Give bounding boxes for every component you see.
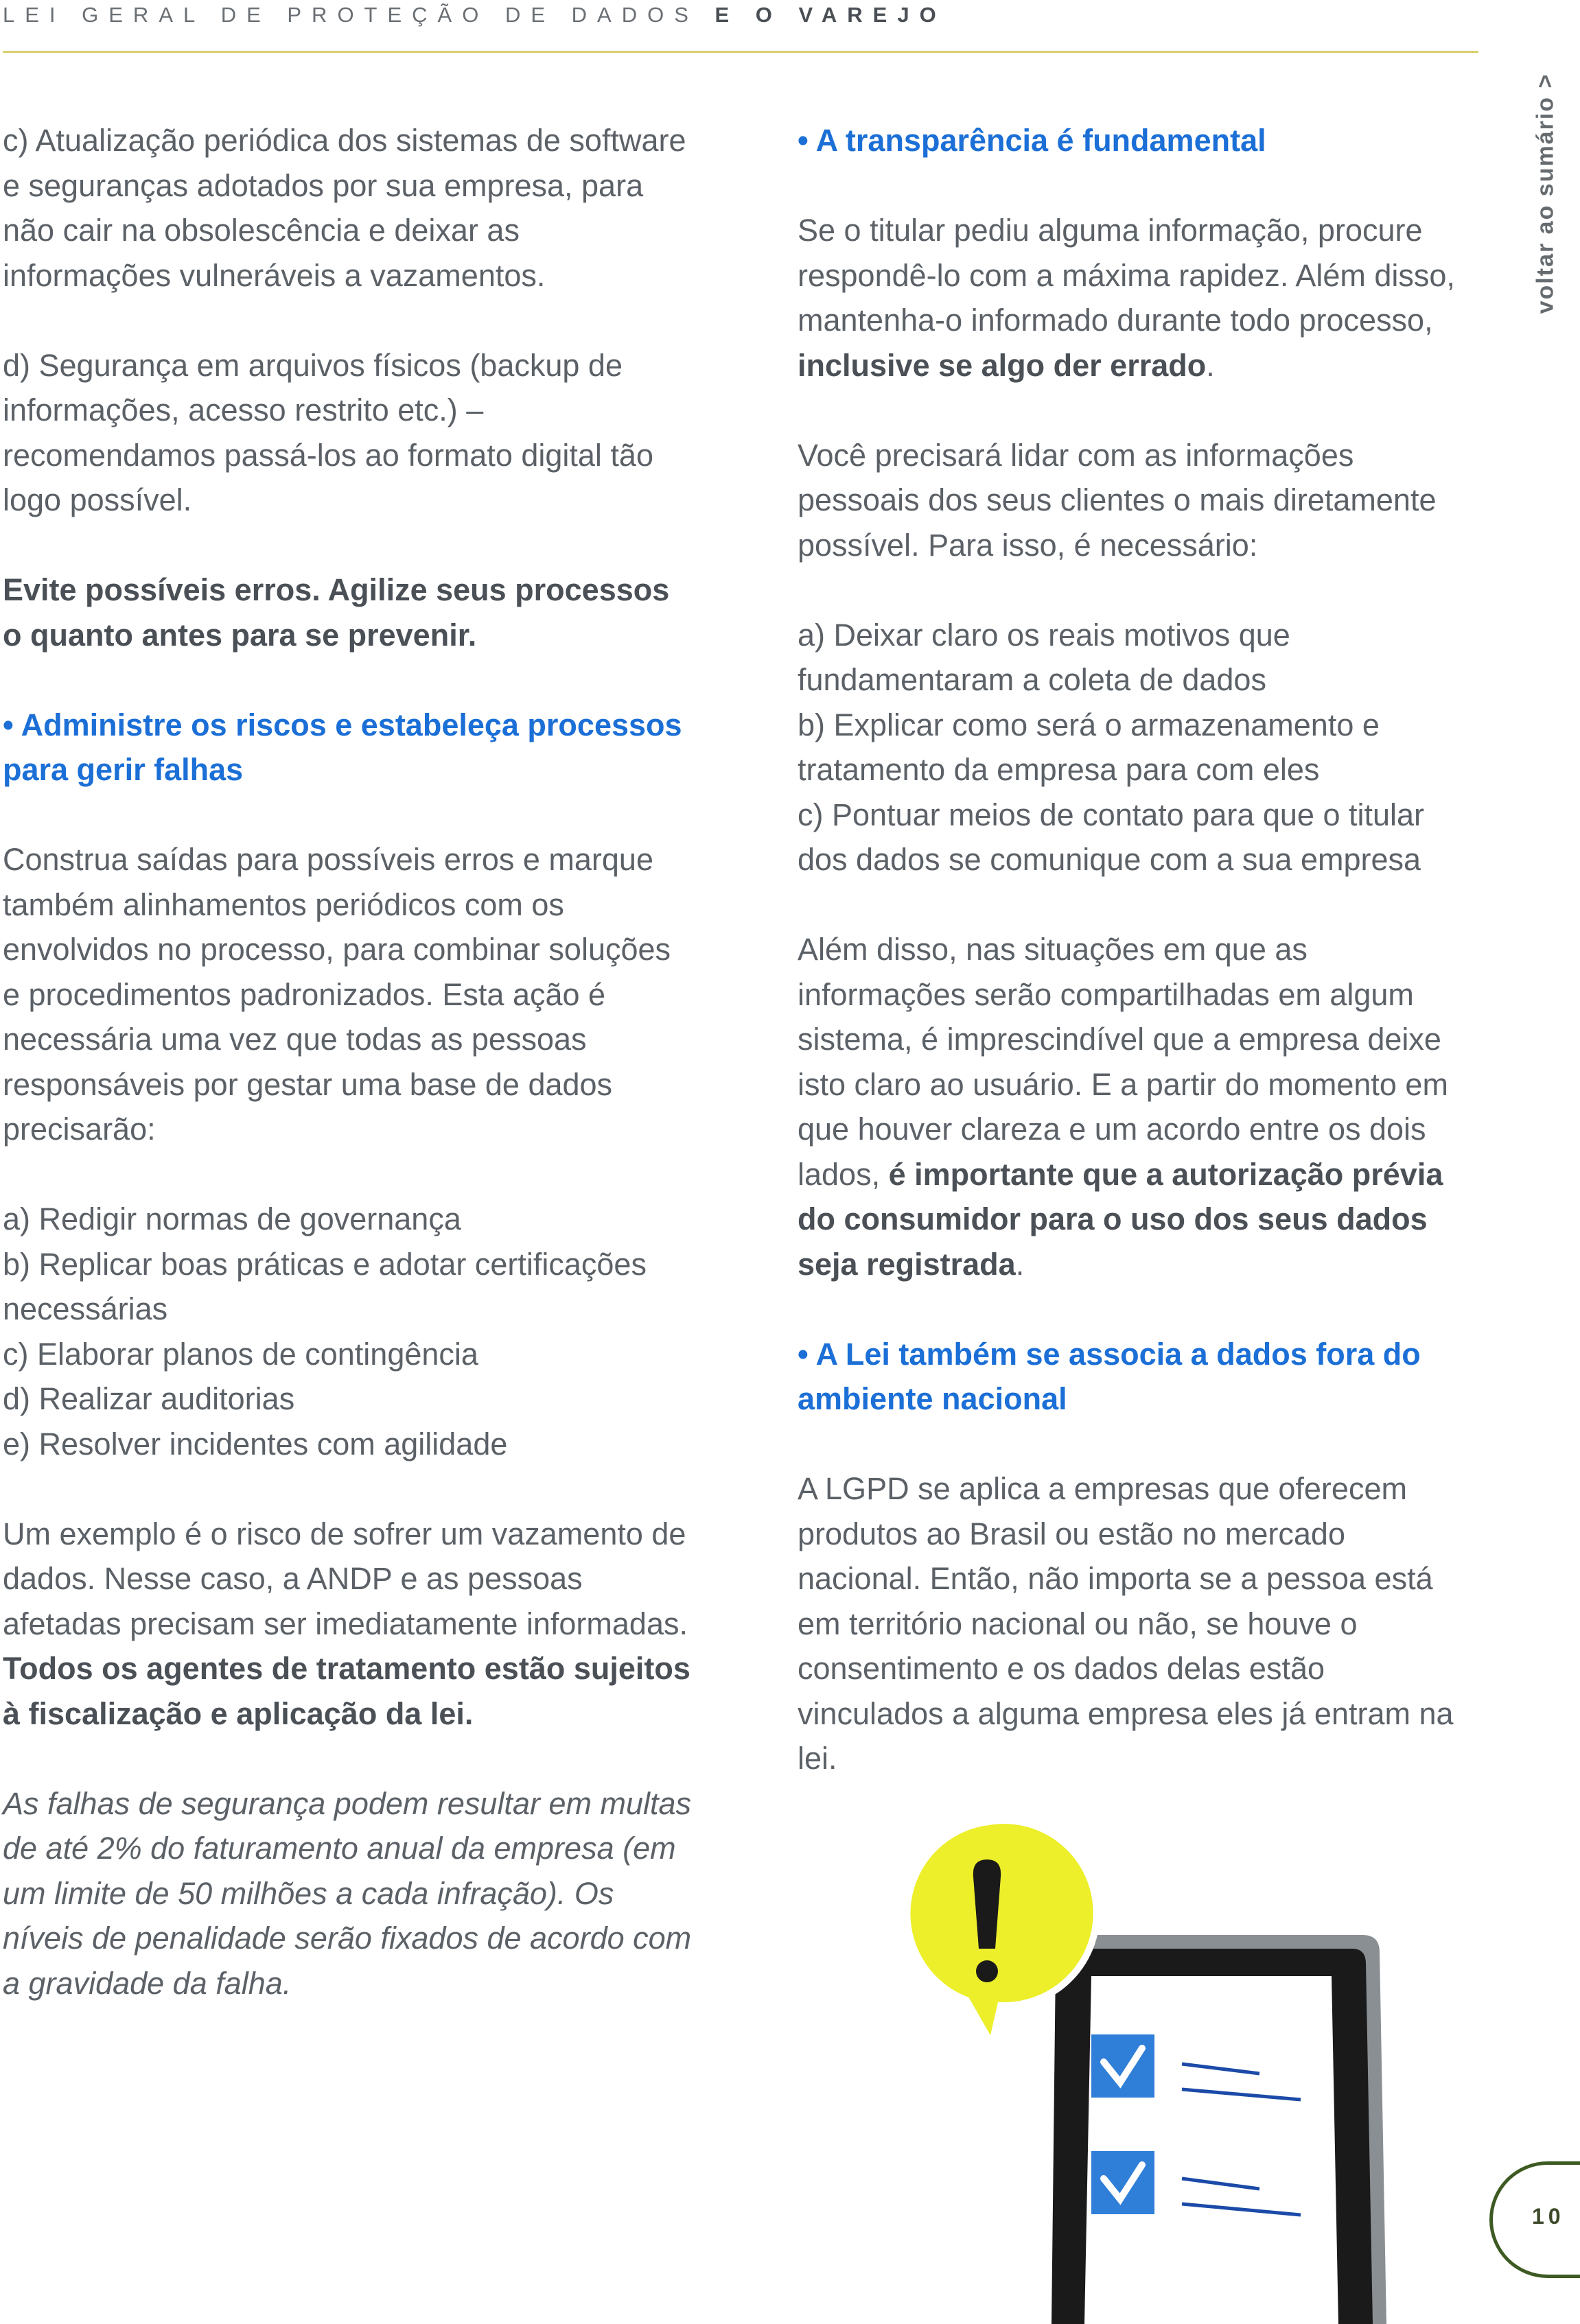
back-to-summary-link[interactable] (1531, 63, 1561, 324)
emphasis-paragraph: Evite possíveis erros. Agilize seus processos o quanto antes para se prevenir. (3, 572, 670, 653)
header-title-light: LEI GERAL DE PROTEÇÃO DE DADOS (3, 3, 699, 27)
paragraph-text: Além disso, nas situações em que as informações serão compartilhadas em algum sistema, é imprescindível que a empresa deixe isto claro ao usuário. E a partir do momento em que houver clareza e um acordo entre os dois lados, (798, 932, 1448, 1192)
page-number: 10 (1532, 2204, 1565, 2229)
list-item: a) Deixar claro os reais motivos que fundamentaram a coleta de dados (798, 617, 1290, 697)
requirements-list (3, 1197, 696, 1466)
paragraph-bold: Todos os agentes de tratamento estão sujeitos à fiscalização e aplicação da lei. (3, 1651, 690, 1731)
paragraph (3, 1512, 696, 1737)
paragraph: A LGPD se aplica a empresas que oferecem produtos ao Brasil ou estão no mercado nacional. Então, não importa se a pessoa está em território nacional ou não, se houve o consentimento e os dados delas estão vinculados a alguma empresa eles já entram na lei. (798, 1471, 1454, 1776)
paragraph-end: . (1206, 347, 1215, 383)
list-item: d) Realizar auditorias (3, 1381, 295, 1416)
right-column (798, 118, 1477, 1826)
section-heading: • A transparência é fundamental (798, 123, 1266, 158)
header-title (3, 3, 946, 27)
paragraph: c) Atualização periódica dos sistemas de software e seguranças adotados por sua empresa, para não cair na obsolescência e deixar as informações vulneráveis a vazamentos. (3, 123, 686, 293)
tablet-checklist-illustration (885, 1811, 1400, 2324)
list-item: b) Explicar como será o armazenamento e tratamento da empresa para com eles (798, 707, 1380, 787)
paragraph-text: Se o titular pediu alguma informação, procure respondê-lo com a máxima rapidez. Além disso, mantenha-o informado durante todo processo, (798, 213, 1455, 338)
tablet-icon (1052, 1935, 1386, 2324)
paragraph-bold: inclusive se algo der errado (798, 347, 1207, 383)
list-item: c) Elaborar planos de contingência (3, 1336, 478, 1372)
penalty-note: As falhas de segurança podem resultar em multas de até 2% do faturamento anual da empresa (em um limite de 50 milhões a cada infração). Os níveis de penalidade serão fixados de acordo com a gravidade da falha. (3, 1785, 692, 2001)
list-item: c) Pontuar meios de contato para que o titular dos dados se comunique com a sua empresa (798, 797, 1425, 877)
checkbox-icon (1091, 2034, 1154, 2098)
list-item: e) Resolver incidentes com agilidade (3, 1426, 508, 1462)
paragraph (798, 927, 1477, 1287)
paragraph-bold: é importante que a autorização prévia do consumidor para o uso dos seus dados seja registrada (798, 1156, 1443, 1282)
paragraph: Você precisará lidar com as informações pessoais dos seus clientes o mais diretamente possível. Para isso, é necessário: (798, 437, 1437, 563)
checkbox-icon (1091, 2151, 1154, 2214)
section-heading: • A Lei também se associa a dados fora do ambiente nacional (798, 1336, 1421, 1416)
header-title-bold: E O VAREJO (715, 3, 946, 27)
back-to-summary-label[interactable]: voltar ao sumário > (1532, 73, 1559, 314)
paragraph: d) Segurança em arquivos físicos (backup de informações, acesso restrito etc.) – recomendamos passá-los ao formato digital tão logo possível. (3, 347, 653, 517)
left-column (3, 118, 696, 2051)
requirements-list (798, 613, 1477, 882)
paragraph-end: . (1015, 1246, 1025, 1282)
list-item: a) Redigir normas de governança (3, 1201, 461, 1236)
list-item: b) Replicar boas práticas e adotar certificações necessárias (3, 1246, 647, 1326)
section-heading: • Administre os riscos e estabeleça processos para gerir falhas (3, 707, 682, 787)
paragraph-text: Um exemplo é o risco de sofrer um vazamento de dados. Nesse caso, a ANDP e as pessoas afetadas precisam ser imediatamente informadas. (3, 1516, 688, 1641)
page-header (3, 0, 1478, 53)
paragraph (798, 208, 1477, 388)
paragraph: Construa saídas para possíveis erros e marque também alinhamentos periódicos com os envolvidos no processo, para combinar soluções e procedimentos padronizados. Esta ação é necessária uma vez que todas as pessoas responsáveis por gestar uma base de dados precisarão: (3, 842, 671, 1147)
